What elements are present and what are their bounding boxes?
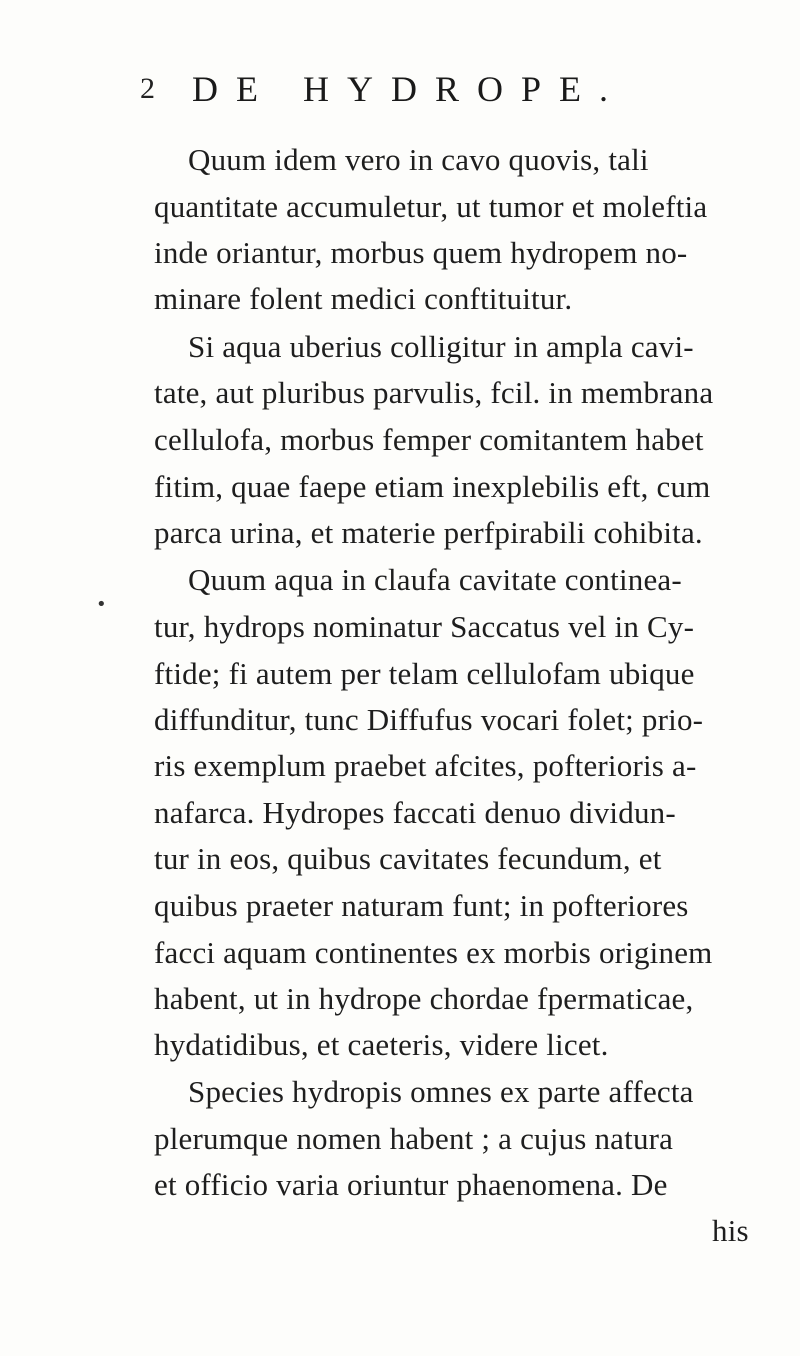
- text-line: cellulofa, morbus femper comitantem habet: [154, 422, 704, 457]
- running-head: DE HYDROPE.: [192, 69, 627, 109]
- text-line: ftide; fi autem per telam cellulofam ubique: [154, 656, 695, 691]
- text-line: nafarca. Hydropes faccati denuo dividun-: [154, 795, 676, 830]
- text-line: quantitate accumuletur, ut tumor et moleftia: [154, 189, 708, 224]
- text-line: diffunditur, tunc Diffufus vocari folet; prio-: [154, 702, 704, 737]
- text-line: minare folent medici conftituitur.: [154, 281, 573, 316]
- text-line: Si aqua uberius colligitur in ampla cavi-: [188, 329, 694, 364]
- page-header: [140, 68, 660, 116]
- text-line: parca urina, et materie perfpirabili cohibita.: [154, 515, 703, 550]
- text-line: tate, aut pluribus parvulis, fcil. in membrana: [154, 375, 714, 410]
- text-line: inde oriantur, morbus quem hydropem no-: [154, 235, 688, 270]
- text-line: Species hydropis omnes ex parte affecta: [188, 1074, 694, 1109]
- catchword: his: [712, 1213, 749, 1248]
- text-line: habent, ut in hydrope chordae fpermaticae,: [154, 981, 694, 1016]
- margin-mark: •: [96, 594, 107, 615]
- text-line: plerumque nomen habent ; a cujus natura: [154, 1121, 674, 1156]
- text-line: tur in eos, quibus cavitates fecundum, et: [154, 841, 662, 876]
- text-line: ris exemplum praebet afcites, pofterioris a-: [154, 748, 697, 783]
- text-line: Quum aqua in claufa cavitate continea-: [188, 562, 682, 597]
- text-line: facci aquam continentes ex morbis originem: [154, 935, 713, 970]
- text-line: tur, hydrops nominatur Saccatus vel in Cy-: [154, 609, 695, 644]
- text-line: et officio varia oriuntur phaenomena. De: [154, 1167, 668, 1202]
- text-line: fitim, quae faepe etiam inexplebilis eft, cum: [154, 469, 711, 504]
- text-line: Quum idem vero in cavo quovis, tali: [188, 142, 649, 177]
- page-number: 2: [140, 72, 155, 105]
- text-line: hydatidibus, et caeteris, videre licet.: [154, 1027, 609, 1062]
- text-line: quibus praeter naturam funt; in pofteriores: [154, 888, 689, 923]
